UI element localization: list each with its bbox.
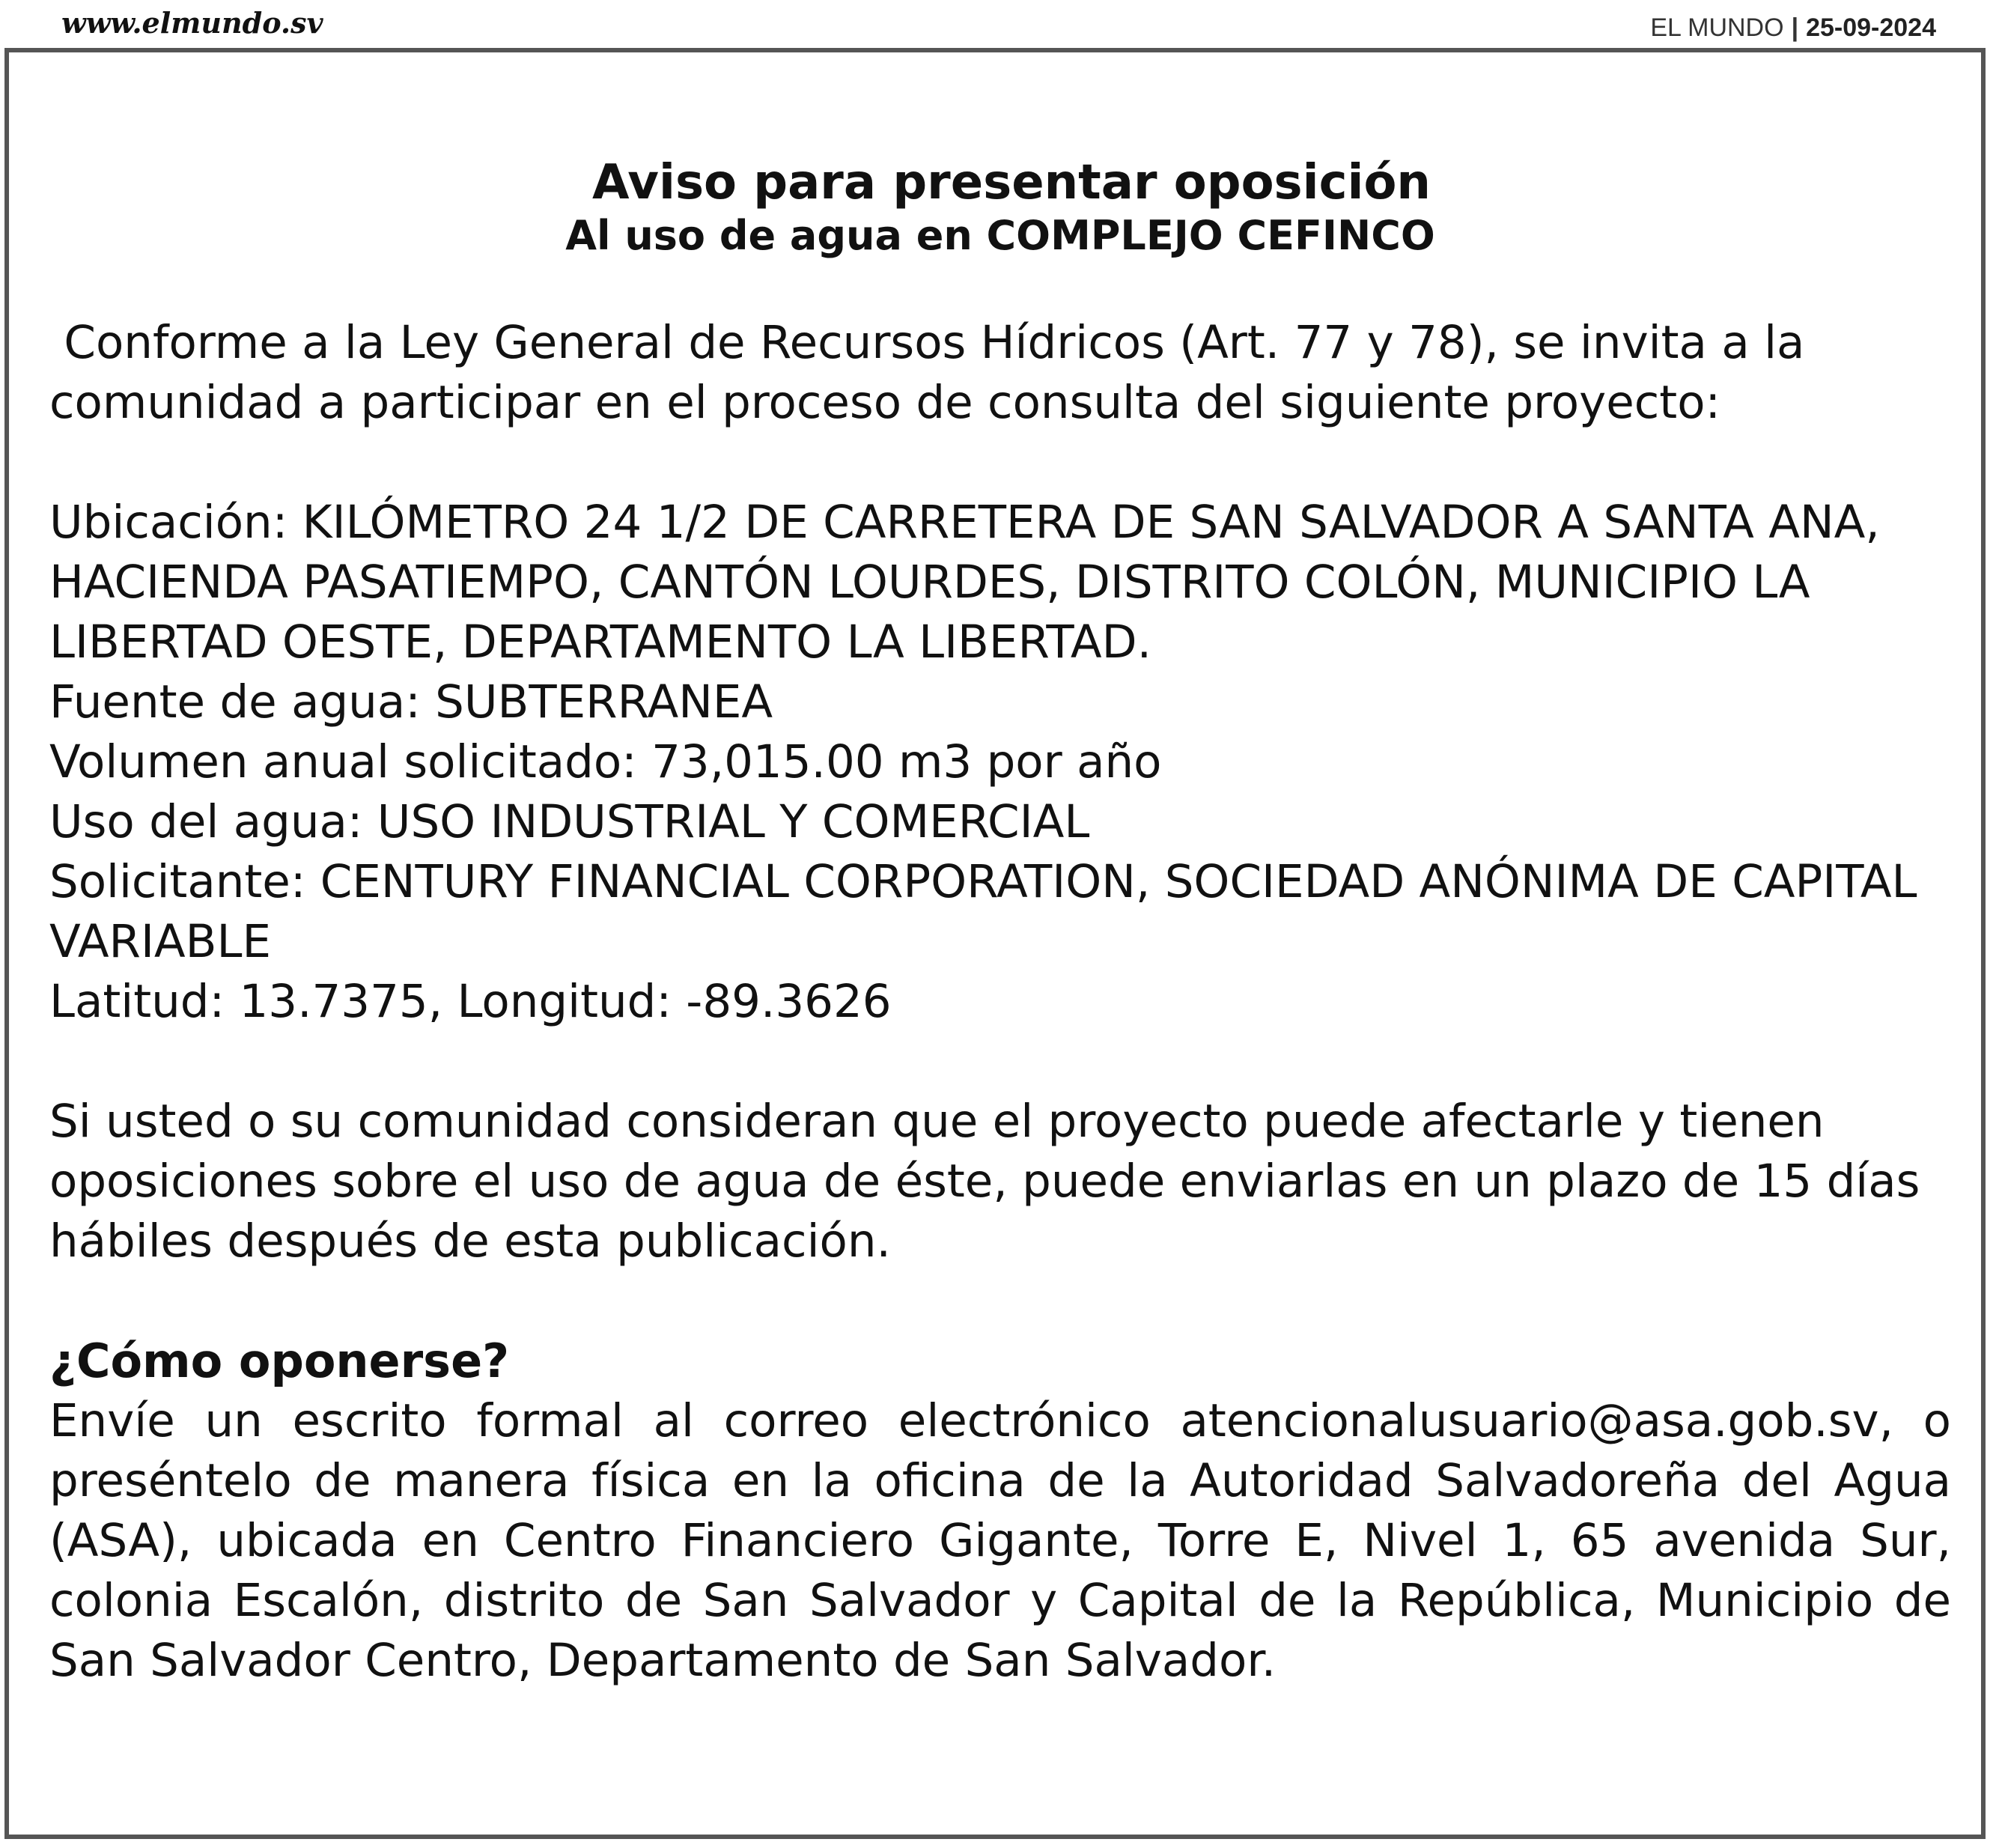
notice-title: Aviso para presentar oposición: [592, 155, 1431, 210]
notice-content: [49, 97, 1951, 1691]
intro-paragraph: [49, 313, 1951, 433]
field-coordenadas: Latitud: 13.7375, Longitud: -89.3626: [49, 974, 892, 1028]
field-fuente: Fuente de agua: SUBTERRANEA: [49, 675, 773, 729]
project-fields: [49, 493, 1951, 1032]
site-url: www.elmundo.sv: [61, 6, 323, 40]
field-solicitante: Solicitante: CENTURY FINANCIAL CORPORATION, SOCIEDAD ANÓNIMA DE CAPITAL VARIABLE: [49, 854, 1917, 968]
header-separator: |: [1791, 13, 1799, 42]
field-volumen: Volumen anual solicitado: 73,015.00 m3 por año: [49, 735, 1162, 788]
intro-text: Conforme a la Ley General de Recursos Hídricos (Art. 77 y 78), se invita a la comunidad a participar en el proceso de consulta del siguiente proyecto:: [49, 315, 1819, 429]
how-to-oppose-heading: ¿Cómo oponerse?: [49, 1333, 510, 1388]
notice-subtitle: Al uso de agua en COMPLEJO CEFINCO: [565, 211, 1435, 259]
paper-header: [1650, 15, 1936, 40]
field-ubicacion: Ubicación: KILÓMETRO 24 1/2 DE CARRETERA DE SAN SALVADOR A SANTA ANA, HACIENDA PASATIEMPO, CANTÓN LOURDES, DISTRITO COLÓN, MUNICIPIO LA LIBERTAD OESTE, DEPARTAMENTO LA LIBERTAD.: [49, 495, 1880, 669]
publication-date: 25-09-2024: [1806, 13, 1936, 42]
how-to-oppose-body: Envíe un escrito formal al correo electrónico atencionalusuario@asa.gob.sv, o preséntelo de manera física en la oficina de la Autoridad Salvadoreña del Agua (ASA), ubicada en Centro Financiero Gigante, Torre E, Nivel 1, 65 avenida Sur, colonia Escalón, distrito de San Salvador y Capital de la República, Municipio de San Salvador Centro, Departamento de San Salvador.: [49, 1393, 1951, 1687]
closing-paragraph: Si usted o su comunidad consideran que el proyecto puede afectarle y tienen oposiciones sobre el uso de agua de éste, puede enviarlas en un plazo de 15 días hábiles después de esta publicación.: [49, 1094, 1920, 1268]
paper-name: EL MUNDO: [1650, 13, 1784, 42]
field-uso: Uso del agua: USO INDUSTRIAL Y COMERCIAL: [49, 794, 1090, 848]
